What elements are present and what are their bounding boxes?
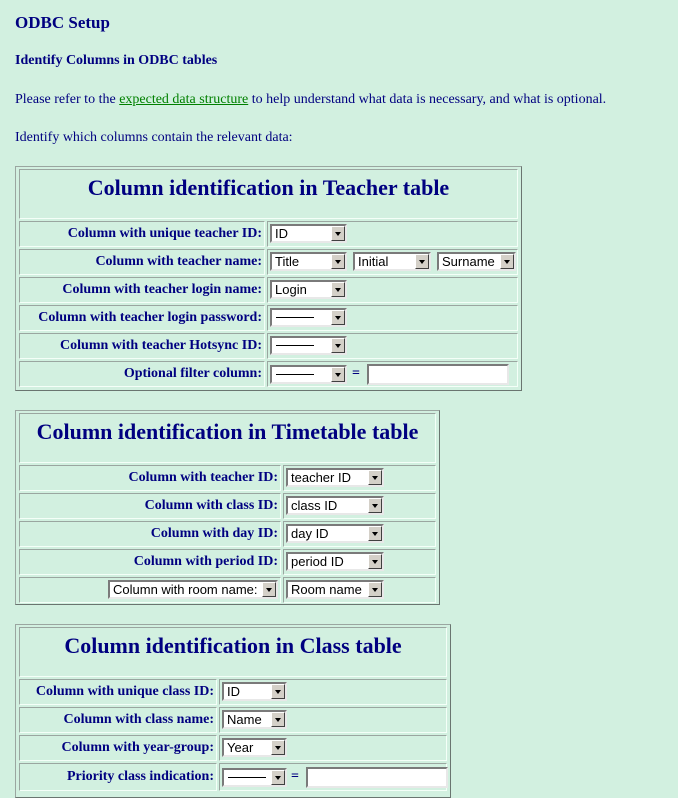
timetable-day-select[interactable] <box>286 524 384 543</box>
teacher-row-filter-label-cell <box>19 361 265 387</box>
chevron-down-icon[interactable] <box>368 554 382 569</box>
intro-suffix: to help understand what data is necessary, and what is optional. <box>248 92 607 107</box>
empty-option-dash <box>276 374 314 375</box>
empty-option-dash <box>228 777 266 778</box>
timetable-class-select[interactable] <box>286 496 384 515</box>
class-row-id-value-cell <box>219 679 447 705</box>
timetable-period-select[interactable] <box>286 552 384 571</box>
teacher-login-select-value: Login <box>275 282 307 297</box>
timetable-row-class-label-cell <box>19 493 281 519</box>
teacher-row-hotsync-value-cell <box>267 333 518 359</box>
class-priority-value-input[interactable] <box>306 767 448 788</box>
section-heading: Identify Columns in ODBC tables <box>15 53 218 68</box>
teacher-filter-value-input[interactable] <box>367 364 509 385</box>
empty-option-dash <box>276 345 314 346</box>
timetable-row-teacher-value-cell <box>283 465 436 491</box>
timetable-period-label: Column with period ID: <box>133 554 278 569</box>
timetable-row-period-value-cell <box>283 549 436 575</box>
class-panel <box>15 624 451 798</box>
teacher-title-cell <box>19 169 518 219</box>
class-id-select-value: ID <box>227 684 240 699</box>
timetable-panel-title: Column identification in Timetable table <box>36 419 419 444</box>
timetable-room-select[interactable] <box>286 580 384 599</box>
timetable-row-period-label-cell <box>19 549 281 575</box>
timetable-row-room-label-cell <box>19 577 281 603</box>
class-name-label: Column with class name: <box>63 712 214 727</box>
class-year-select[interactable] <box>222 738 287 757</box>
timetable-room-column-select-value: Column with room name: <box>113 582 258 597</box>
equals-sign: = <box>291 769 299 784</box>
class-priority-select[interactable] <box>222 768 287 787</box>
chevron-down-icon[interactable] <box>331 338 345 353</box>
chevron-down-icon[interactable] <box>368 526 382 541</box>
chevron-down-icon[interactable] <box>331 310 345 325</box>
teacher-title-select-value: Title <box>275 254 300 269</box>
teacher-login-label: Column with teacher login name: <box>62 282 262 297</box>
chevron-down-icon[interactable] <box>271 770 285 785</box>
chevron-down-icon[interactable] <box>271 712 285 727</box>
chevron-down-icon[interactable] <box>331 254 345 269</box>
timetable-period-select-value: period ID <box>291 554 344 569</box>
chevron-down-icon[interactable] <box>262 582 276 597</box>
teacher-name-label: Column with teacher name: <box>95 254 262 269</box>
teacher-row-name-value-cell <box>267 249 518 275</box>
timetable-class-label: Column with class ID: <box>144 498 278 513</box>
teacher-initial-select[interactable] <box>353 252 431 271</box>
teacher-surname-select-value: Surname <box>442 254 495 269</box>
class-row-name-value-cell <box>219 707 447 733</box>
chevron-down-icon[interactable] <box>415 254 429 269</box>
teacher-row-login-label-cell <box>19 277 265 303</box>
equals-sign: = <box>352 366 360 381</box>
timetable-teacher-select-value: teacher ID <box>291 470 351 485</box>
class-priority-label: Priority class indication: <box>67 769 214 784</box>
intro-text <box>15 92 606 108</box>
instruction-text: Identify which columns contain the relevant data: <box>15 130 293 145</box>
class-name-select[interactable] <box>222 710 287 729</box>
timetable-row-teacher-label-cell <box>19 465 281 491</box>
page-title: ODBC Setup <box>15 13 110 32</box>
teacher-surname-select[interactable] <box>437 252 516 271</box>
teacher-hotsync-label: Column with teacher Hotsync ID: <box>60 338 262 353</box>
teacher-login-select[interactable] <box>270 280 347 299</box>
teacher-id-select[interactable] <box>270 224 347 243</box>
teacher-filter-select[interactable] <box>270 365 347 384</box>
chevron-down-icon[interactable] <box>368 470 382 485</box>
class-row-id-label-cell <box>19 679 217 705</box>
teacher-row-password-label-cell <box>19 305 265 331</box>
class-year-select-value: Year <box>227 740 254 755</box>
teacher-panel-title: Column identification in Teacher table <box>87 175 450 200</box>
teacher-filter-label: Optional filter column: <box>123 366 262 381</box>
class-id-select[interactable] <box>222 682 287 701</box>
class-id-label: Column with unique class ID: <box>35 684 214 699</box>
timetable-day-label: Column with day ID: <box>150 526 278 541</box>
chevron-down-icon[interactable] <box>368 582 382 597</box>
teacher-hotsync-select[interactable] <box>270 336 347 355</box>
chevron-down-icon[interactable] <box>368 498 382 513</box>
timetable-teacher-label: Column with teacher ID: <box>128 470 278 485</box>
expected-data-structure-link[interactable]: expected data structure <box>119 92 249 107</box>
timetable-room-select-value: Room name <box>291 582 362 597</box>
timetable-day-select-value: day ID <box>291 526 329 541</box>
chevron-down-icon[interactable] <box>331 367 345 382</box>
class-panel-title: Column identification in Class table <box>64 633 402 658</box>
class-row-priority-label-cell <box>19 763 217 791</box>
teacher-row-filter-value-cell <box>267 361 518 387</box>
timetable-class-select-value: class ID <box>291 498 338 513</box>
chevron-down-icon[interactable] <box>500 254 514 269</box>
class-row-year-label-cell <box>19 735 217 761</box>
class-title-cell <box>19 627 447 677</box>
chevron-down-icon[interactable] <box>331 282 345 297</box>
teacher-password-select[interactable] <box>270 308 347 327</box>
chevron-down-icon[interactable] <box>271 740 285 755</box>
teacher-id-select-value: ID <box>275 226 288 241</box>
teacher-row-name-label-cell <box>19 249 265 275</box>
timetable-title-cell <box>19 413 436 463</box>
timetable-row-day-label-cell <box>19 521 281 547</box>
timetable-row-day-value-cell <box>283 521 436 547</box>
empty-option-dash <box>276 317 314 318</box>
teacher-initial-select-value: Initial <box>358 254 389 269</box>
teacher-row-hotsync-label-cell <box>19 333 265 359</box>
teacher-password-label: Column with teacher login password: <box>38 310 262 325</box>
teacher-title-select[interactable] <box>270 252 347 271</box>
teacher-row-login-value-cell <box>267 277 518 303</box>
chevron-down-icon[interactable] <box>331 226 345 241</box>
timetable-row-class-value-cell <box>283 493 436 519</box>
class-row-priority-value-cell <box>219 763 447 791</box>
class-year-label: Column with year-group: <box>61 740 214 755</box>
teacher-row-id-label-cell <box>19 221 265 247</box>
teacher-id-label: Column with unique teacher ID: <box>67 226 262 241</box>
class-row-name-label-cell <box>19 707 217 733</box>
timetable-panel <box>15 410 440 605</box>
intro-prefix: Please refer to the <box>15 92 120 107</box>
timetable-teacher-select[interactable] <box>286 468 384 487</box>
class-name-select-value: Name <box>227 712 262 727</box>
timetable-row-room-value-cell <box>283 577 436 603</box>
teacher-row-password-value-cell <box>267 305 518 331</box>
teacher-row-id-value-cell <box>267 221 518 247</box>
class-row-year-value-cell <box>219 735 447 761</box>
teacher-panel <box>15 166 522 391</box>
timetable-room-column-select[interactable] <box>108 580 278 599</box>
chevron-down-icon[interactable] <box>271 684 285 699</box>
